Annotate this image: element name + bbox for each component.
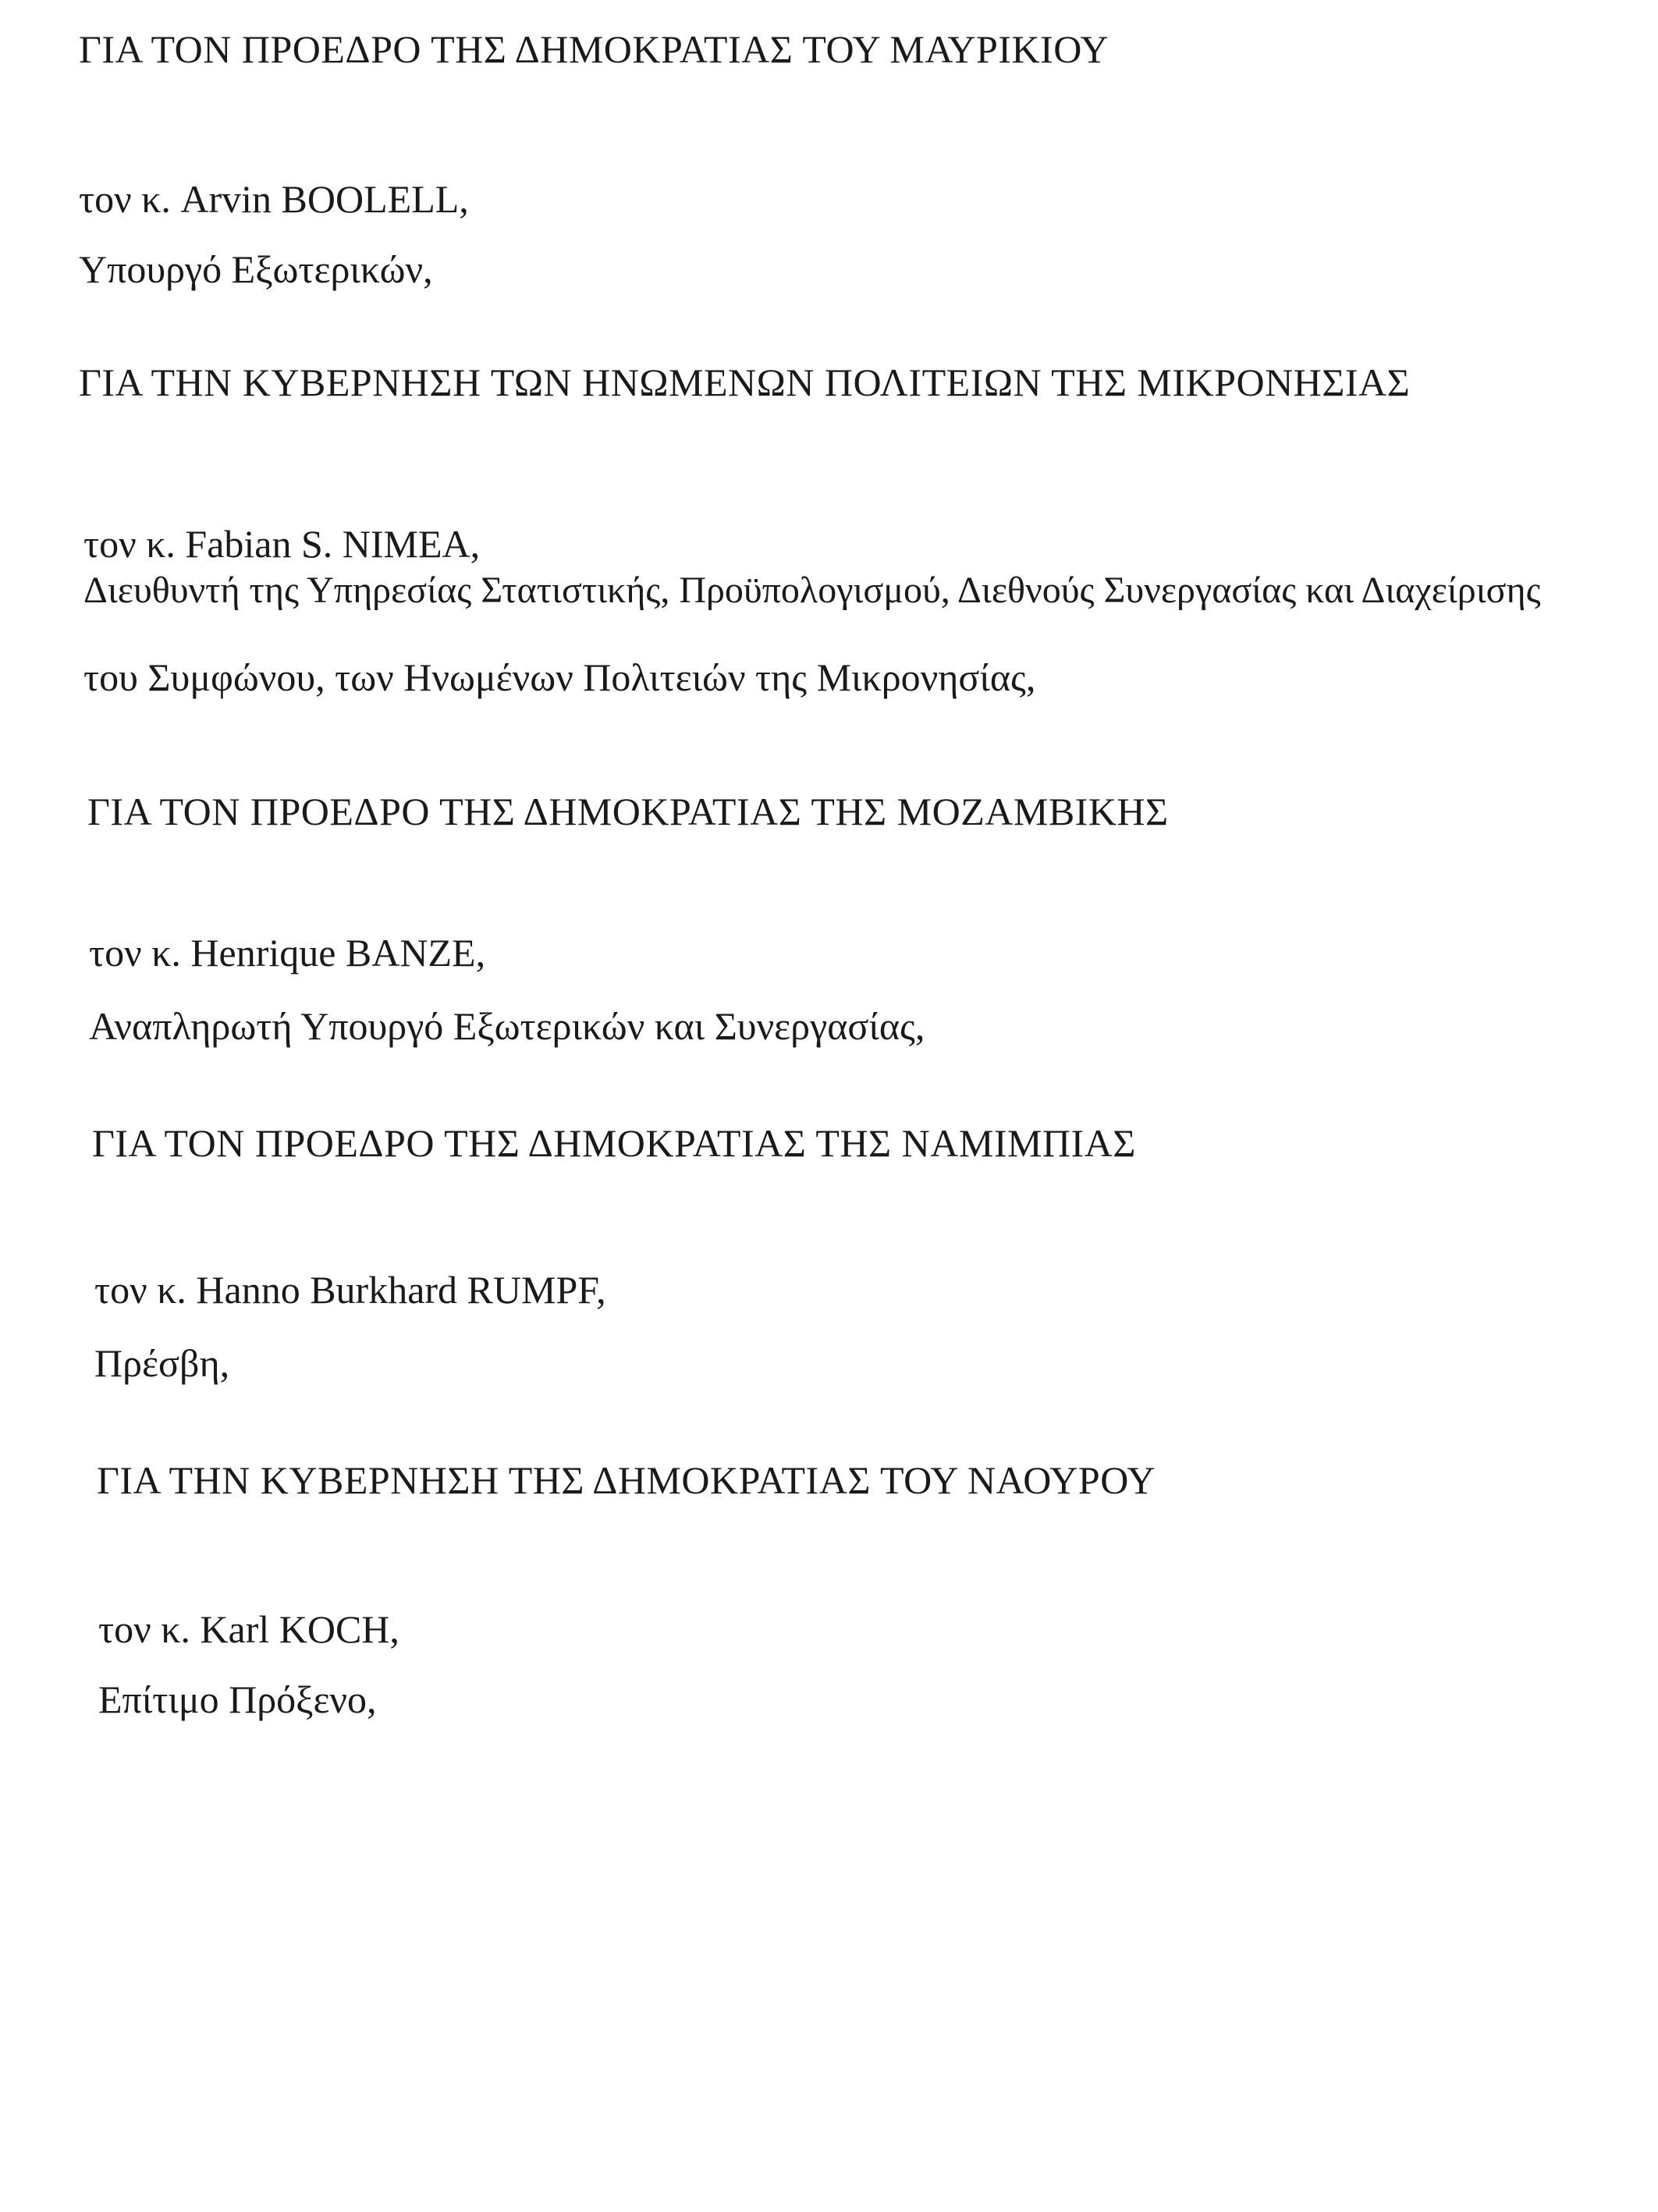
signatory-title-micronesia-line2: του Συμφώνου, των Ηνωμένων Πολιτειών της Μικρονησίας,	[83, 655, 1036, 699]
section-heading-nauru: ΓΙΑ ΤΗΝ ΚΥΒΕΡΝΗΣΗ ΤΗΣ ΔΗΜΟΚΡΑΤΙΑΣ ΤΟΥ ΝΑΟΥΡΟΥ	[97, 1458, 1156, 1502]
signatory-name-mauritius: τον κ. Arvin BOOLELL,	[79, 177, 469, 221]
signatory-title-mauritius: Υπουργό Εξωτερικών,	[79, 247, 433, 291]
signatory-title-mozambique: Αναπληρωτή Υπουργό Εξωτερικών και Συνεργασίας,	[89, 1004, 925, 1048]
signatory-name-nauru: τον κ. Karl KOCH,	[98, 1607, 399, 1651]
signatory-name-mozambique: τον κ. Henrique BANZE,	[89, 931, 486, 975]
signatory-title-micronesia-line1: Διευθυντή της Υπηρεσίας Στατιστικής, Προϋπολογισμού, Διεθνούς Συνεργασίας και Διαχείρισης	[83, 570, 1541, 611]
signatory-title-namibia: Πρέσβη,	[94, 1341, 230, 1385]
section-heading-micronesia: ΓΙΑ ΤΗΝ ΚΥΒΕΡΝΗΣΗ ΤΩΝ ΗΝΩΜΕΝΩΝ ΠΟΛΙΤΕΙΩΝ ΤΗΣ ΜΙΚΡΟΝΗΣΙΑΣ	[79, 360, 1411, 404]
signatory-name-namibia: τον κ. Hanno Burkhard RUMPF,	[94, 1268, 606, 1312]
section-heading-mozambique: ΓΙΑ ΤΟΝ ΠΡΟΕΔΡΟ ΤΗΣ ΔΗΜΟΚΡΑΤΙΑΣ ΤΗΣ ΜΟΖΑΜΒΙΚΗΣ	[87, 790, 1169, 833]
signatory-title-nauru: Επίτιμο Πρόξενο,	[98, 1678, 377, 1721]
section-heading-namibia: ΓΙΑ ΤΟΝ ΠΡΟΕΔΡΟ ΤΗΣ ΔΗΜΟΚΡΑΤΙΑΣ ΤΗΣ ΝΑΜΙΜΠΙΑΣ	[92, 1121, 1136, 1165]
signatory-name-micronesia: τον κ. Fabian S. NIMEA,	[83, 522, 481, 566]
section-heading-mauritius: ΓΙΑ ΤΟΝ ΠΡΟΕΔΡΟ ΤΗΣ ΔΗΜΟΚΡΑΤΙΑΣ ΤΟΥ ΜΑΥΡΙΚΙΟΥ	[79, 27, 1109, 71]
